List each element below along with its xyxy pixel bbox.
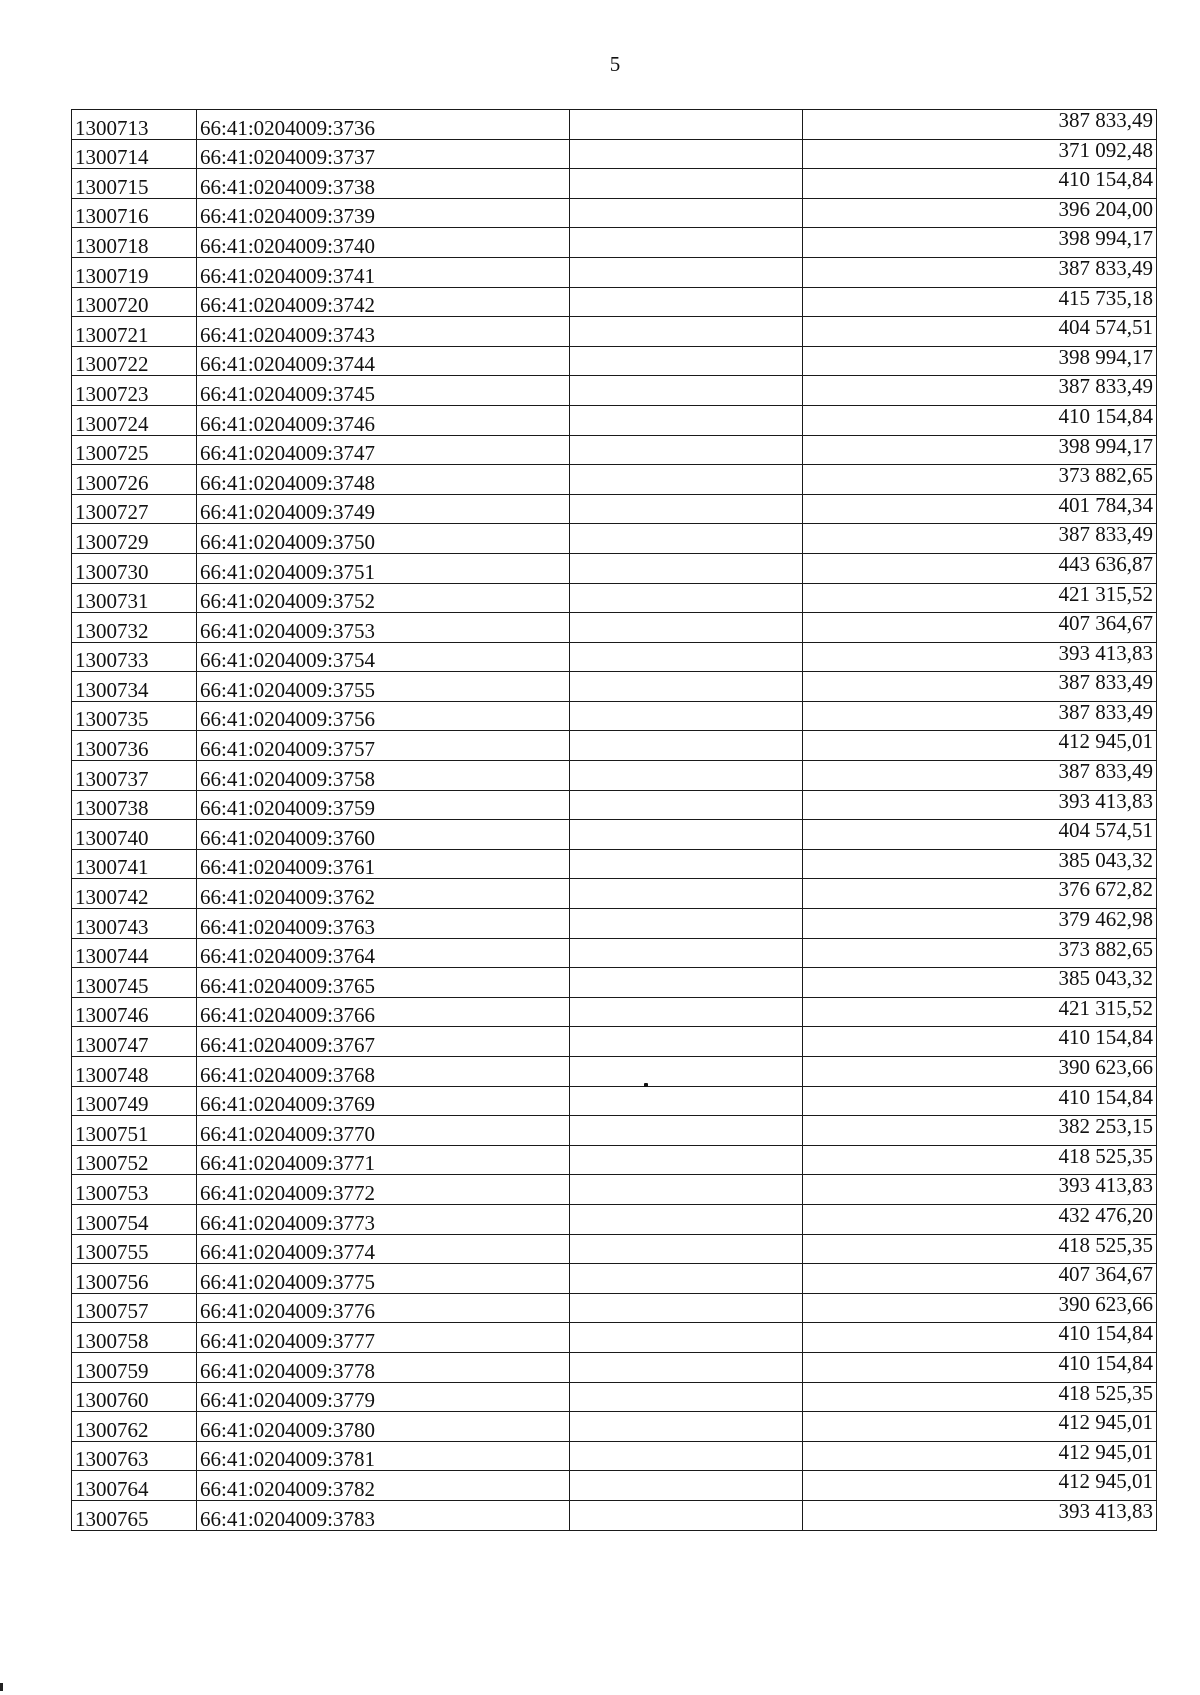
cadastral-number-cell: 66:41:0204009:3767 [197,1027,570,1057]
cadastral-value-cell: 390 623,66 [803,1057,1157,1087]
object-code-cell: 1300749 [72,1086,197,1116]
table-row [72,1175,1157,1205]
cadastral-number-cell: 66:41:0204009:3763 [197,909,570,939]
object-code-cell: 1300721 [72,317,197,347]
cadastral-value-cell: 387 833,49 [803,110,1157,140]
object-code-cell: 1300759 [72,1352,197,1382]
cadastral-number-cell: 66:41:0204009:3743 [197,317,570,347]
object-code-cell: 1300734 [72,672,197,702]
object-code-cell: 1300744 [72,938,197,968]
empty-cell [570,1204,803,1234]
object-code-cell: 1300724 [72,405,197,435]
object-code-cell: 1300715 [72,169,197,199]
empty-cell [570,346,803,376]
cadastral-number-cell: 66:41:0204009:3751 [197,553,570,583]
cadastral-number-cell: 66:41:0204009:3746 [197,405,570,435]
object-code-cell: 1300746 [72,997,197,1027]
table-row [72,909,1157,939]
object-code-cell: 1300719 [72,257,197,287]
object-code-cell: 1300735 [72,701,197,731]
cadastral-value-cell: 396 204,00 [803,198,1157,228]
cadastral-value-cell: 410 154,84 [803,1086,1157,1116]
empty-cell [570,909,803,939]
cadastral-value-cell: 410 154,84 [803,1027,1157,1057]
cadastral-number-cell: 66:41:0204009:3781 [197,1441,570,1471]
empty-cell [570,376,803,406]
table-row [72,139,1157,169]
object-code-cell: 1300756 [72,1264,197,1294]
cadastral-number-cell: 66:41:0204009:3776 [197,1293,570,1323]
cadastral-number-cell: 66:41:0204009:3741 [197,257,570,287]
table-row [72,642,1157,672]
table-row [72,1412,1157,1442]
empty-cell [570,110,803,140]
cadastral-number-cell: 66:41:0204009:3753 [197,613,570,643]
empty-cell [570,139,803,169]
object-code-cell: 1300762 [72,1412,197,1442]
cadastral-value-cell: 412 945,01 [803,1471,1157,1501]
cadastral-value-cell: 412 945,01 [803,1441,1157,1471]
cadastral-number-cell: 66:41:0204009:3782 [197,1471,570,1501]
cadastral-value-cell: 387 833,49 [803,257,1157,287]
object-code-cell: 1300737 [72,761,197,791]
object-code-cell: 1300751 [72,1116,197,1146]
object-code-cell: 1300752 [72,1145,197,1175]
cadastral-value-cell: 421 315,52 [803,997,1157,1027]
empty-cell [570,701,803,731]
object-code-cell: 1300738 [72,790,197,820]
scan-dot-mark [644,1083,648,1087]
table-row [72,761,1157,791]
empty-cell [570,1116,803,1146]
cadastral-value-cell: 390 623,66 [803,1293,1157,1323]
object-code-cell: 1300720 [72,287,197,317]
table-row [72,790,1157,820]
cadastral-number-cell: 66:41:0204009:3772 [197,1175,570,1205]
object-code-cell: 1300740 [72,820,197,850]
cadastral-value-cell: 412 945,01 [803,1412,1157,1442]
cadastral-value-table [71,109,1157,1531]
object-code-cell: 1300758 [72,1323,197,1353]
table-row [72,110,1157,140]
table-row [72,701,1157,731]
object-code-cell: 1300731 [72,583,197,613]
table-row [72,405,1157,435]
empty-cell [570,1175,803,1205]
empty-cell [570,968,803,998]
object-code-cell: 1300742 [72,879,197,909]
table-row [72,997,1157,1027]
cadastral-number-cell: 66:41:0204009:3780 [197,1412,570,1442]
cadastral-number-cell: 66:41:0204009:3778 [197,1352,570,1382]
table-row [72,1264,1157,1294]
empty-cell [570,1027,803,1057]
cadastral-value-cell: 410 154,84 [803,1323,1157,1353]
empty-cell [570,879,803,909]
cadastral-value-cell: 401 784,34 [803,494,1157,524]
cadastral-number-cell: 66:41:0204009:3773 [197,1204,570,1234]
table-row [72,820,1157,850]
table-row [72,228,1157,258]
table-row [72,672,1157,702]
cadastral-value-cell: 410 154,84 [803,405,1157,435]
cadastral-value-cell: 393 413,83 [803,642,1157,672]
cadastral-number-cell: 66:41:0204009:3744 [197,346,570,376]
cadastral-number-cell: 66:41:0204009:3769 [197,1086,570,1116]
cadastral-value-cell: 387 833,49 [803,761,1157,791]
empty-cell [570,1264,803,1294]
cadastral-value-cell: 387 833,49 [803,524,1157,554]
cadastral-number-cell: 66:41:0204009:3761 [197,849,570,879]
table-row [72,1382,1157,1412]
empty-cell [570,405,803,435]
cadastral-value-cell: 387 833,49 [803,376,1157,406]
cadastral-value-cell: 373 882,65 [803,938,1157,968]
cadastral-number-cell: 66:41:0204009:3739 [197,198,570,228]
cadastral-value-cell: 373 882,65 [803,465,1157,495]
table-row [72,731,1157,761]
cadastral-value-cell: 385 043,32 [803,849,1157,879]
cadastral-value-cell: 407 364,67 [803,613,1157,643]
cadastral-number-cell: 66:41:0204009:3750 [197,524,570,554]
table-row [72,198,1157,228]
object-code-cell: 1300764 [72,1471,197,1501]
object-code-cell: 1300757 [72,1293,197,1323]
table-row [72,1204,1157,1234]
cadastral-number-cell: 66:41:0204009:3740 [197,228,570,258]
cadastral-number-cell: 66:41:0204009:3748 [197,465,570,495]
empty-cell [570,1323,803,1353]
cadastral-value-cell: 382 253,15 [803,1116,1157,1146]
empty-cell [570,1382,803,1412]
empty-cell [570,1500,803,1530]
empty-cell [570,317,803,347]
cadastral-value-cell: 371 092,48 [803,139,1157,169]
cadastral-value-cell: 398 994,17 [803,346,1157,376]
cadastral-value-cell: 376 672,82 [803,879,1157,909]
scan-edge-mark [0,1683,3,1691]
cadastral-value-cell: 379 462,98 [803,909,1157,939]
empty-cell [570,435,803,465]
empty-cell [570,169,803,199]
object-code-cell: 1300753 [72,1175,197,1205]
cadastral-number-cell: 66:41:0204009:3745 [197,376,570,406]
cadastral-number-cell: 66:41:0204009:3770 [197,1116,570,1146]
cadastral-number-cell: 66:41:0204009:3747 [197,435,570,465]
object-code-cell: 1300760 [72,1382,197,1412]
table-row [72,613,1157,643]
table-row [72,257,1157,287]
empty-cell [570,938,803,968]
cadastral-number-cell: 66:41:0204009:3779 [197,1382,570,1412]
cadastral-value-cell: 385 043,32 [803,968,1157,998]
empty-cell [570,198,803,228]
table-row [72,849,1157,879]
empty-cell [570,849,803,879]
cadastral-number-cell: 66:41:0204009:3760 [197,820,570,850]
table-row [72,1293,1157,1323]
cadastral-value-cell: 421 315,52 [803,583,1157,613]
empty-cell [570,1145,803,1175]
object-code-cell: 1300716 [72,198,197,228]
table-row [72,169,1157,199]
cadastral-value-cell: 398 994,17 [803,228,1157,258]
empty-cell [570,494,803,524]
cadastral-value-cell: 432 476,20 [803,1204,1157,1234]
object-code-cell: 1300747 [72,1027,197,1057]
empty-cell [570,287,803,317]
cadastral-number-cell: 66:41:0204009:3736 [197,110,570,140]
cadastral-value-cell: 404 574,51 [803,820,1157,850]
table-row [72,1352,1157,1382]
empty-cell [570,1352,803,1382]
table-row [72,879,1157,909]
object-code-cell: 1300743 [72,909,197,939]
table-row [72,583,1157,613]
cadastral-number-cell: 66:41:0204009:3775 [197,1264,570,1294]
empty-cell [570,761,803,791]
table-row [72,1323,1157,1353]
cadastral-number-cell: 66:41:0204009:3783 [197,1500,570,1530]
object-code-cell: 1300714 [72,139,197,169]
cadastral-value-cell: 418 525,35 [803,1382,1157,1412]
table-row [72,1116,1157,1146]
empty-cell [570,672,803,702]
cadastral-number-cell: 66:41:0204009:3759 [197,790,570,820]
cadastral-value-cell: 387 833,49 [803,701,1157,731]
object-code-cell: 1300765 [72,1500,197,1530]
cadastral-number-cell: 66:41:0204009:3774 [197,1234,570,1264]
table-row [72,524,1157,554]
empty-cell [570,997,803,1027]
table-row [72,346,1157,376]
cadastral-value-cell: 393 413,83 [803,1175,1157,1205]
empty-cell [570,1441,803,1471]
object-code-cell: 1300718 [72,228,197,258]
table-row [72,494,1157,524]
empty-cell [570,613,803,643]
table-row [72,1145,1157,1175]
table-row [72,465,1157,495]
object-code-cell: 1300755 [72,1234,197,1264]
cadastral-value-cell: 410 154,84 [803,1352,1157,1382]
object-code-cell: 1300726 [72,465,197,495]
empty-cell [570,790,803,820]
cadastral-number-cell: 66:41:0204009:3742 [197,287,570,317]
empty-cell [570,1057,803,1087]
object-code-cell: 1300730 [72,553,197,583]
table-row [72,553,1157,583]
cadastral-value-cell: 407 364,67 [803,1264,1157,1294]
cadastral-number-cell: 66:41:0204009:3749 [197,494,570,524]
object-code-cell: 1300722 [72,346,197,376]
cadastral-number-cell: 66:41:0204009:3752 [197,583,570,613]
cadastral-value-cell: 398 994,17 [803,435,1157,465]
table-row [72,1471,1157,1501]
object-code-cell: 1300732 [72,613,197,643]
object-code-cell: 1300741 [72,849,197,879]
object-code-cell: 1300727 [72,494,197,524]
cadastral-number-cell: 66:41:0204009:3737 [197,139,570,169]
table-row [72,1027,1157,1057]
table-body [72,110,1157,1531]
empty-cell [570,553,803,583]
cadastral-number-cell: 66:41:0204009:3762 [197,879,570,909]
empty-cell [570,524,803,554]
cadastral-number-cell: 66:41:0204009:3738 [197,169,570,199]
table-row [72,317,1157,347]
table-row [72,435,1157,465]
cadastral-number-cell: 66:41:0204009:3777 [197,1323,570,1353]
empty-cell [570,1086,803,1116]
cadastral-value-cell: 418 525,35 [803,1234,1157,1264]
object-code-cell: 1300723 [72,376,197,406]
object-code-cell: 1300736 [72,731,197,761]
cadastral-number-cell: 66:41:0204009:3771 [197,1145,570,1175]
cadastral-number-cell: 66:41:0204009:3756 [197,701,570,731]
object-code-cell: 1300763 [72,1441,197,1471]
object-code-cell: 1300733 [72,642,197,672]
table-row [72,287,1157,317]
cadastral-value-cell: 387 833,49 [803,672,1157,702]
empty-cell [570,820,803,850]
cadastral-number-cell: 66:41:0204009:3755 [197,672,570,702]
empty-cell [570,583,803,613]
object-code-cell: 1300745 [72,968,197,998]
cadastral-value-cell: 410 154,84 [803,169,1157,199]
cadastral-number-cell: 66:41:0204009:3757 [197,731,570,761]
cadastral-number-cell: 66:41:0204009:3768 [197,1057,570,1087]
object-code-cell: 1300748 [72,1057,197,1087]
page-number: 5 [609,52,621,76]
cadastral-value-cell: 393 413,83 [803,1500,1157,1530]
empty-cell [570,1293,803,1323]
empty-cell [570,642,803,672]
cadastral-number-cell: 66:41:0204009:3754 [197,642,570,672]
object-code-cell: 1300713 [72,110,197,140]
object-code-cell: 1300754 [72,1204,197,1234]
table-row [72,1086,1157,1116]
table-row [72,1234,1157,1264]
table-row [72,938,1157,968]
empty-cell [570,1412,803,1442]
empty-cell [570,228,803,258]
cadastral-number-cell: 66:41:0204009:3758 [197,761,570,791]
empty-cell [570,731,803,761]
empty-cell [570,1234,803,1264]
empty-cell [570,1471,803,1501]
cadastral-number-cell: 66:41:0204009:3766 [197,997,570,1027]
table-row [72,1057,1157,1087]
table-row [72,968,1157,998]
cadastral-value-cell: 393 413,83 [803,790,1157,820]
empty-cell [570,465,803,495]
table-row [72,376,1157,406]
cadastral-value-cell: 412 945,01 [803,731,1157,761]
cadastral-number-cell: 66:41:0204009:3764 [197,938,570,968]
cadastral-number-cell: 66:41:0204009:3765 [197,968,570,998]
cadastral-value-cell: 415 735,18 [803,287,1157,317]
table-row [72,1441,1157,1471]
cadastral-value-cell: 443 636,87 [803,553,1157,583]
table-row [72,1500,1157,1530]
cadastral-value-cell: 404 574,51 [803,317,1157,347]
object-code-cell: 1300729 [72,524,197,554]
empty-cell [570,257,803,287]
cadastral-value-cell: 418 525,35 [803,1145,1157,1175]
object-code-cell: 1300725 [72,435,197,465]
